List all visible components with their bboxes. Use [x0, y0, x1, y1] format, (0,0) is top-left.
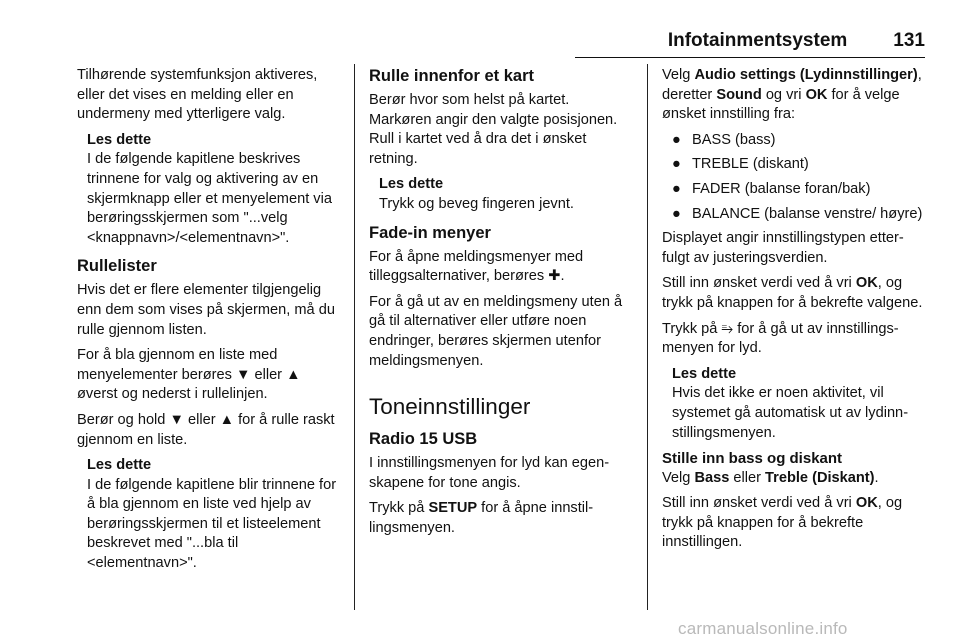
note-text: Hvis det ikke er noen aktivitet, vil systemet gå automatisk ut av lydinnstillingsmenyen.: [672, 385, 909, 441]
column-3: [662, 66, 926, 559]
paragraph: For å gå ut av en meldingsmeny uten å gå til alternativer eller utføre noen endringer, berøres skjermen utenfor meldingsmenyen.: [369, 293, 623, 369]
text-run: , deretter: [662, 67, 922, 103]
treble-keyword: Treble (Diskant): [765, 469, 875, 486]
paragraph: For å åpne meldingsmenyer med tilleggsalternativer, berøres ✚.: [369, 248, 584, 285]
bullet-icon: ●: [672, 180, 681, 197]
text-run: og vri: [761, 86, 806, 103]
note-box: [672, 365, 926, 443]
tone-options-list: [662, 131, 926, 224]
note-box: [379, 175, 635, 214]
text-run: Still inn ønsket verdi ved å vri: [662, 275, 856, 292]
note-label: Les dette: [87, 131, 152, 148]
section-heading-rullelister: Rullelister: [77, 257, 157, 276]
note-box: [87, 131, 343, 249]
note-box: [87, 456, 343, 574]
sound-keyword: Sound: [716, 86, 762, 103]
page-header: [575, 30, 925, 52]
text-run: for å gå ut av innstillingsmenyen for lyd.: [662, 320, 899, 357]
paragraph: Berør hvor som helst på kartet. Markøren angir den valgte posisjonen. Rull i kartet ved å dra det i ønsket retning.: [369, 92, 618, 167]
setup-keyword: SETUP: [428, 500, 478, 517]
note-label: Les dette: [87, 457, 152, 474]
list-item-text: BASS (bass): [692, 131, 776, 148]
list-item-text: TREBLE (diskant): [692, 156, 809, 173]
watermark-link[interactable]: carmanualsonline.info: [678, 619, 848, 638]
note-text: I de følgende kapitlene blir trinnene for å bla gjennom en liste ved hjelp av berøringsskjermen til et listeelement beskrevet med "...bla til <elementnavn>".: [87, 476, 337, 572]
subheading-bass-diskant: Stille inn bass og diskant: [662, 450, 843, 468]
paragraph: [662, 320, 926, 359]
text-run: Velg: [662, 469, 695, 486]
column-2: [369, 66, 635, 545]
paragraph: [662, 66, 926, 125]
intro-paragraph: Tilhørende systemfunksjon aktiveres, eller det vises en melding eller en undermeny med ytterligere valg.: [77, 67, 318, 123]
note-label: Les dette: [379, 176, 444, 193]
chapter-title-toneinnstillinger: Toneinnstillinger: [369, 394, 531, 420]
section-heading-fade-in: Fade-in menyer: [369, 223, 491, 242]
audio-settings-keyword: Audio settings (Lydinnstillinger): [694, 67, 918, 83]
bass-keyword: Bass: [694, 469, 730, 486]
paragraph: [662, 274, 926, 313]
text-run: , og trykk på knappen for å bekrefte innstillingen.: [662, 495, 903, 551]
ok-keyword: OK: [805, 86, 828, 103]
column-divider-1: [354, 64, 355, 610]
page-number: 131: [893, 30, 925, 51]
bullet-icon: ●: [672, 156, 681, 173]
note-label: Les dette: [672, 365, 737, 382]
text-run: eller: [729, 469, 766, 486]
back-arrow-icon: ⥱: [721, 320, 734, 337]
section-heading-rulle-kart: Rulle innenfor et kart: [369, 67, 535, 85]
list-item-text: BALANCE (balanse venstre/ høyre): [692, 205, 923, 222]
text-run: Still inn ønsket verdi ved å vri: [662, 495, 856, 512]
page-title: Infotainmentsystem: [667, 30, 848, 51]
paragraph: Displayet angir innstillingstypen etterfulgt av justeringsverdien.: [662, 230, 904, 266]
text-run: .: [874, 469, 879, 486]
text-run: for å velge ønsket innstilling fra:: [662, 86, 900, 123]
text-run: Trykk på: [369, 500, 429, 517]
list-item: [662, 205, 926, 225]
text-run: Trykk på: [662, 320, 722, 337]
list-item: [662, 131, 926, 151]
list-item: [662, 155, 926, 175]
note-text: Trykk og beveg fingeren jevnt.: [379, 195, 574, 212]
paragraph: Berør og hold ▼ eller ▲ for å rulle raskt gjennom en liste.: [77, 411, 335, 448]
paragraph: I innstillingsmenyen for lyd kan egenskapene for tone angis.: [369, 455, 610, 491]
list-item-text: FADER (balanse foran/bak): [692, 180, 871, 197]
text-run: , og trykk på knappen for å bekrefte valgene.: [662, 275, 923, 311]
ok-keyword: OK: [855, 495, 878, 512]
paragraph: For å bla gjennom en liste med menyelementer berøres ▼ eller ▲ øverst og nederst i rullelinjen.: [77, 347, 301, 403]
text-run: for å åpne innstillingsmenyen.: [369, 500, 594, 536]
bullet-icon: ●: [672, 205, 681, 222]
paragraph: [662, 494, 926, 553]
note-text: I de følgende kapitlene beskrives trinnene for valg og aktivering av en skjermknapp eller et menyelement via berøringsskjermen som "...velg <knappnavn>/<elementnavn>".: [87, 151, 332, 246]
bullet-icon: ●: [672, 131, 681, 148]
paragraph: [369, 499, 635, 538]
paragraph: [662, 469, 926, 489]
list-item: [662, 180, 926, 200]
column-1: [77, 66, 343, 580]
subheading-radio: Radio 15 USB: [369, 430, 478, 449]
header-rule: [575, 57, 925, 58]
ok-keyword: OK: [855, 275, 878, 292]
paragraph: Hvis det er flere elementer tilgjengelig enn dem som vises på skjermen, må du rulle gjennom listen.: [77, 282, 335, 338]
text-run: Velg: [662, 67, 695, 83]
column-divider-2: [647, 64, 648, 610]
